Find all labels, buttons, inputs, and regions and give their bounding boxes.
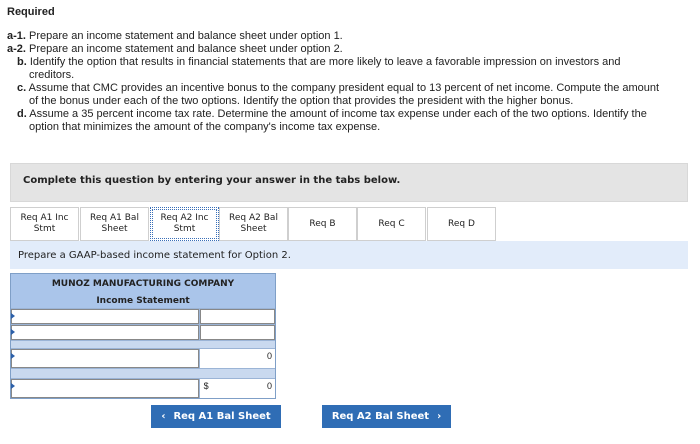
tab-req-a2-inc-stmt[interactable] xyxy=(150,207,219,241)
currency-symbol: $ xyxy=(203,381,209,391)
chevron-right-icon: › xyxy=(437,411,442,422)
tab-label: Req C xyxy=(378,218,405,229)
requirement-text: Prepare an income statement and balance sheet under option 1. xyxy=(29,30,343,42)
dropdown-marker-icon xyxy=(11,313,15,319)
table-row-total xyxy=(11,378,275,398)
row-value-input[interactable] xyxy=(200,325,275,340)
dropdown-marker-icon xyxy=(11,353,15,359)
tab-label: Req B xyxy=(309,218,336,229)
table-row xyxy=(11,324,275,340)
requirement-text: Prepare an income statement and balance sheet under option 2. xyxy=(29,43,343,55)
dropdown-marker-icon xyxy=(11,329,15,335)
requirements-list xyxy=(7,30,695,134)
total-value: 0 xyxy=(266,381,272,391)
required-heading: Required xyxy=(7,6,55,18)
spacer-row xyxy=(11,368,275,378)
requirement-key: d. xyxy=(17,108,27,120)
row-label-cell[interactable] xyxy=(11,309,200,324)
requirement-text-cont: creditors. xyxy=(29,69,75,81)
tab-label: Req A2 Inc xyxy=(160,213,209,223)
income-statement-table xyxy=(10,273,276,399)
tab-label: Req D xyxy=(448,218,475,229)
row-label-cell[interactable] xyxy=(11,325,200,340)
row-value-cell[interactable] xyxy=(200,325,275,340)
requirement-a2 xyxy=(7,43,695,56)
chevron-left-icon: ‹ xyxy=(161,411,166,422)
tab-label-line2: Stmt xyxy=(173,224,196,234)
requirement-d xyxy=(7,108,695,134)
requirement-key: c. xyxy=(17,82,27,94)
statement-header xyxy=(11,274,275,308)
row-label-cell[interactable] xyxy=(11,379,200,398)
requirement-a1 xyxy=(7,30,695,43)
requirement-text: Assume a 35 percent income tax rate. Determine the amount of income tax expense under each of the two options. Identify the xyxy=(29,108,647,120)
requirement-key: a-1. xyxy=(7,30,26,42)
requirement-key: a-2. xyxy=(7,43,26,55)
requirement-c xyxy=(7,82,695,108)
tab-label-line2: Stmt xyxy=(33,224,56,234)
company-name: MUNOZ MANUFACTURING COMPANY xyxy=(51,279,235,289)
instruction-text: Complete this question by entering your answer in the tabs below. xyxy=(23,175,401,186)
spacer-row xyxy=(11,340,275,348)
row-value-input[interactable] xyxy=(200,309,275,324)
tab-req-b[interactable] xyxy=(288,207,357,241)
requirement-text-cont: option that minimizes the amount of the company's income tax expense. xyxy=(29,121,381,133)
row-value: 0 xyxy=(266,351,272,361)
tab-label-line2: Sheet xyxy=(240,224,267,234)
tab-req-d[interactable] xyxy=(427,207,496,241)
next-tab-label: Req A2 Bal Sheet xyxy=(331,411,430,422)
tab-req-a2-bal-sheet[interactable] xyxy=(219,207,288,241)
tab-panel-header xyxy=(10,241,688,269)
tab-label-line2: Sheet xyxy=(101,224,128,234)
prev-tab-label: Req A1 Bal Sheet xyxy=(173,411,271,422)
dropdown-marker-icon xyxy=(11,383,15,389)
row-label-select[interactable] xyxy=(11,379,199,398)
tab-label: Req A2 Bal xyxy=(229,213,278,223)
table-row xyxy=(11,308,275,324)
requirement-key: b. xyxy=(17,56,27,68)
requirement-text-cont: of the bonus under each of the two options. Identify the option that provides the president with the higher bonus. xyxy=(29,95,574,107)
requirement-b xyxy=(7,56,695,82)
tab-req-a1-bal-sheet[interactable] xyxy=(80,207,149,241)
panel-instruction: Prepare a GAAP-based income statement for Option 2. xyxy=(18,250,291,261)
requirement-text: Assume that CMC provides an incentive bonus to the company president equal to 13 percent of net income. Compute the amount xyxy=(28,82,660,94)
table-row xyxy=(11,348,275,368)
row-value-cell xyxy=(200,349,275,368)
next-tab-button[interactable] xyxy=(322,405,451,428)
row-value-cell xyxy=(200,379,275,398)
row-label-cell[interactable] xyxy=(11,349,200,368)
tab-req-c[interactable] xyxy=(357,207,426,241)
tab-label: Req A1 Bal xyxy=(90,213,139,223)
row-label-select[interactable] xyxy=(11,349,199,368)
row-value-cell[interactable] xyxy=(200,309,275,324)
row-label-select[interactable] xyxy=(11,309,199,324)
row-label-select[interactable] xyxy=(11,325,199,340)
prev-tab-button[interactable] xyxy=(151,405,281,428)
tab-label: Req A1 Inc xyxy=(20,213,69,223)
tab-req-a1-inc-stmt[interactable] xyxy=(10,207,79,241)
instruction-box xyxy=(10,163,688,202)
statement-title: Income Statement xyxy=(96,296,190,306)
requirement-text: Identify the option that results in financial statements that are more likely to leave a favorable impression on investors and xyxy=(29,56,621,68)
